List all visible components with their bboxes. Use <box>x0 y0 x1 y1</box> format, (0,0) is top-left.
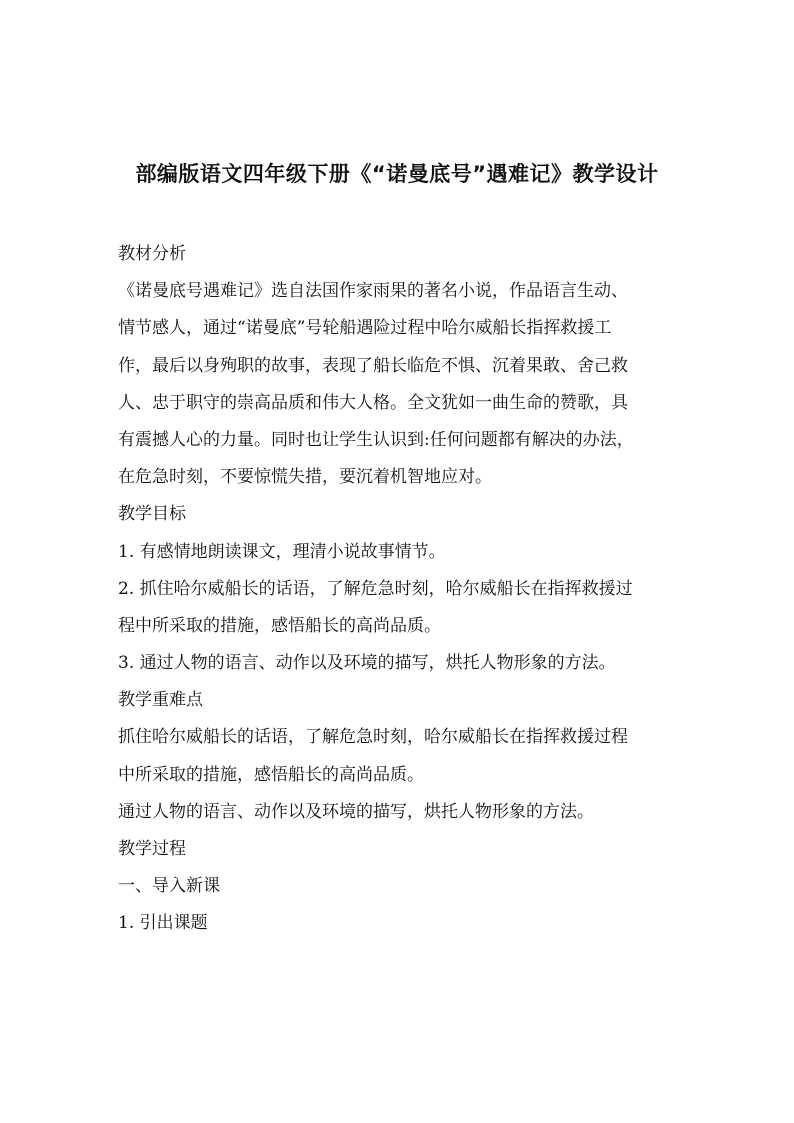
section-heading-process: 教学过程 <box>118 839 186 859</box>
section-heading-materials: 教材分析 <box>118 244 186 264</box>
paragraph-line: 人、忠于职守的崇高品质和伟大人格。全文犹如一曲生命的赞歌，具 <box>118 392 628 413</box>
document-body <box>118 236 680 943</box>
paragraph-line: 抓住哈尔威船长的话语，了解危急时刻，哈尔威船长在指挥救援过程 <box>118 727 628 748</box>
objective-item: 1. 有感情地朗读课文，理清小说故事情节。 <box>118 541 446 562</box>
paragraph-line: 中所采取的措施，感悟船长的高尚品质。 <box>118 764 424 785</box>
paragraph-line: 通过人物的语言、动作以及环境的描写，烘托人物形象的方法。 <box>118 801 594 822</box>
objective-item: 3. 通过人物的语言、动作以及环境的描写，烘托人物形象的方法。 <box>118 653 616 674</box>
paragraph-line: 在危急时刻，不要惊慌失措，要沉着机智地应对。 <box>118 467 492 488</box>
document-title: 部编版语文四年级下册《“诺曼底号”遇难记》教学设计 <box>135 162 659 186</box>
paragraph-line: 有震撼人心的力量。同时也让学生认识到:任何问题都有解决的办法， <box>118 429 634 450</box>
objective-item-continued: 程中所采取的措施，感悟船长的高尚品质。 <box>118 615 441 636</box>
objective-item: 2. 抓住哈尔威船长的话语，了解危急时刻，哈尔威船长在指挥救援过 <box>118 578 633 599</box>
section-heading-key-points: 教学重难点 <box>118 690 203 711</box>
subsection-heading: 一、导入新课 <box>118 876 220 897</box>
paragraph-line: 情节感人，通过“诺曼底”号轮船遇险过程中哈尔威船长指挥救援工 <box>118 318 612 339</box>
paragraph-line: 作，最后以身殉职的故事，表现了船长临危不惧、沉着果敢、舍己救 <box>118 355 628 376</box>
list-item: 1. 引出课题 <box>118 913 208 934</box>
section-heading-objectives: 教学目标 <box>118 504 186 525</box>
paragraph-line: 《诺曼底号遇难记》选自法国作家雨果的著名小说，作品语言生动、 <box>118 281 628 302</box>
